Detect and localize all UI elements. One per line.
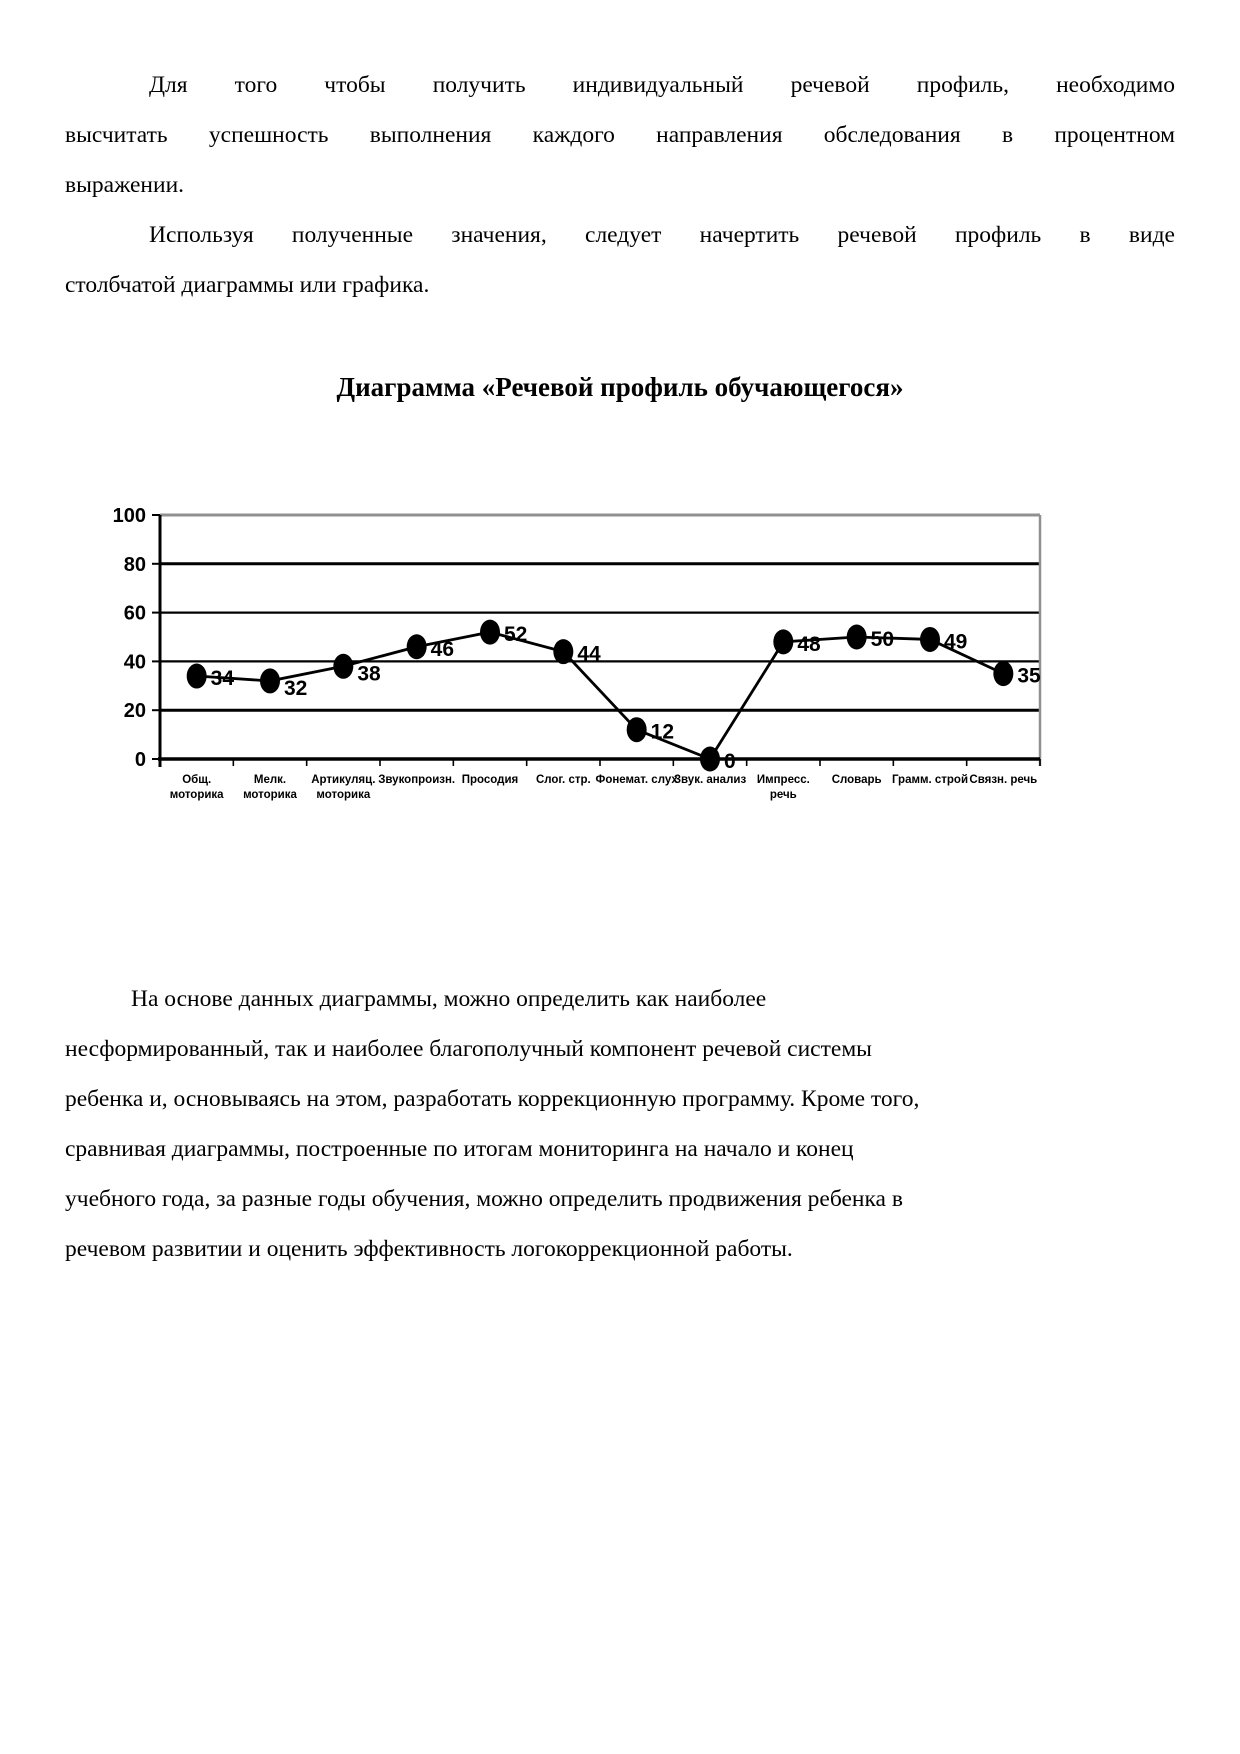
text-line: сравнивая диаграммы, построенные по итогам мониторинга на начало и конец (65, 1136, 854, 1162)
y-axis-label: 100 (112, 505, 146, 527)
x-axis-label: моторика (169, 789, 224, 801)
x-axis-label: Импресс. (756, 774, 810, 786)
data-point-label: 35 (1017, 664, 1041, 688)
chart-heading: Диаграмма «Речевой профиль обучающегося» (336, 372, 904, 402)
data-point-label: 0 (724, 750, 736, 773)
data-point (773, 629, 793, 654)
text-line: учебного года, за разные годы обучения, можно определить продвижения ребенка в (65, 1186, 903, 1212)
data-point (553, 639, 573, 664)
text-line: На основе данных диаграммы, можно определить как наиболее (131, 986, 767, 1012)
y-axis-label: 0 (134, 749, 146, 771)
x-axis-label: моторика (243, 789, 297, 801)
data-point (407, 634, 427, 659)
data-point-label: 34 (210, 667, 235, 691)
text-line: несформированный, так и наиболее благополучный компонент речевой системы (65, 1036, 872, 1062)
text-line: речевом развитии и оценить эффективность логокоррекционной работы. (65, 1236, 793, 1262)
x-axis-label: Фонемат. слух (595, 774, 678, 786)
data-point-label: 52 (504, 623, 528, 647)
paragraph-instruction (65, 210, 1175, 310)
text-line: ребенка и, основываясь на этом, разработать коррекционную программу. Кроме того, (65, 1086, 920, 1112)
y-axis-label: 40 (123, 651, 146, 674)
y-axis-label: 60 (123, 602, 146, 625)
data-point (993, 661, 1013, 686)
text-line: выражении. (65, 172, 185, 198)
data-point (260, 668, 280, 693)
x-axis-label: речь (769, 789, 797, 801)
x-axis-label: Артикуляц. (311, 774, 376, 786)
x-axis-label: Грамм. строй (891, 774, 969, 786)
data-point-label: 38 (357, 662, 381, 686)
y-axis-label: 80 (123, 553, 146, 576)
data-point (920, 627, 940, 652)
paragraph-analysis (65, 974, 1175, 1274)
data-point (700, 747, 720, 772)
speech-profile-chart (65, 489, 1085, 824)
y-axis-label: 20 (123, 700, 146, 723)
data-point-label: 49 (944, 630, 968, 654)
data-point (333, 654, 353, 679)
text-line: Для того чтобы получить индивидуальный речевой профиль, необходимо (149, 72, 1175, 98)
data-point-label: 44 (577, 642, 601, 666)
text-line: высчитать успешность выполнения каждого направления обследования в процентном (65, 122, 1175, 148)
x-axis-label: Словарь (831, 774, 882, 786)
data-point-label: 12 (650, 720, 675, 744)
data-point (187, 664, 207, 689)
x-axis-label: Связн. речь (969, 774, 1038, 786)
x-axis-label: Просодия (461, 774, 519, 786)
text-line: столбчатой диаграммы или графика. (65, 272, 430, 298)
x-axis-label: Мелк. (253, 774, 287, 786)
x-axis-label: Слог. стр. (535, 774, 591, 786)
data-point-label: 32 (284, 676, 308, 700)
text-line: Используя полученные значения, следует начертить речевой профиль в виде (149, 222, 1175, 248)
x-axis-label: Общ. (182, 774, 212, 786)
data-point (480, 620, 500, 645)
data-point (847, 625, 867, 650)
x-axis-label: Звукопроизн. (378, 774, 456, 786)
data-point (627, 717, 647, 742)
paragraph-intro (65, 60, 1175, 210)
data-point-label: 50 (870, 628, 895, 651)
data-point-label: 48 (797, 632, 821, 656)
x-axis-label: моторика (316, 789, 371, 801)
data-point-label: 46 (430, 637, 455, 661)
x-axis-label: Звук. анализ (673, 774, 747, 786)
